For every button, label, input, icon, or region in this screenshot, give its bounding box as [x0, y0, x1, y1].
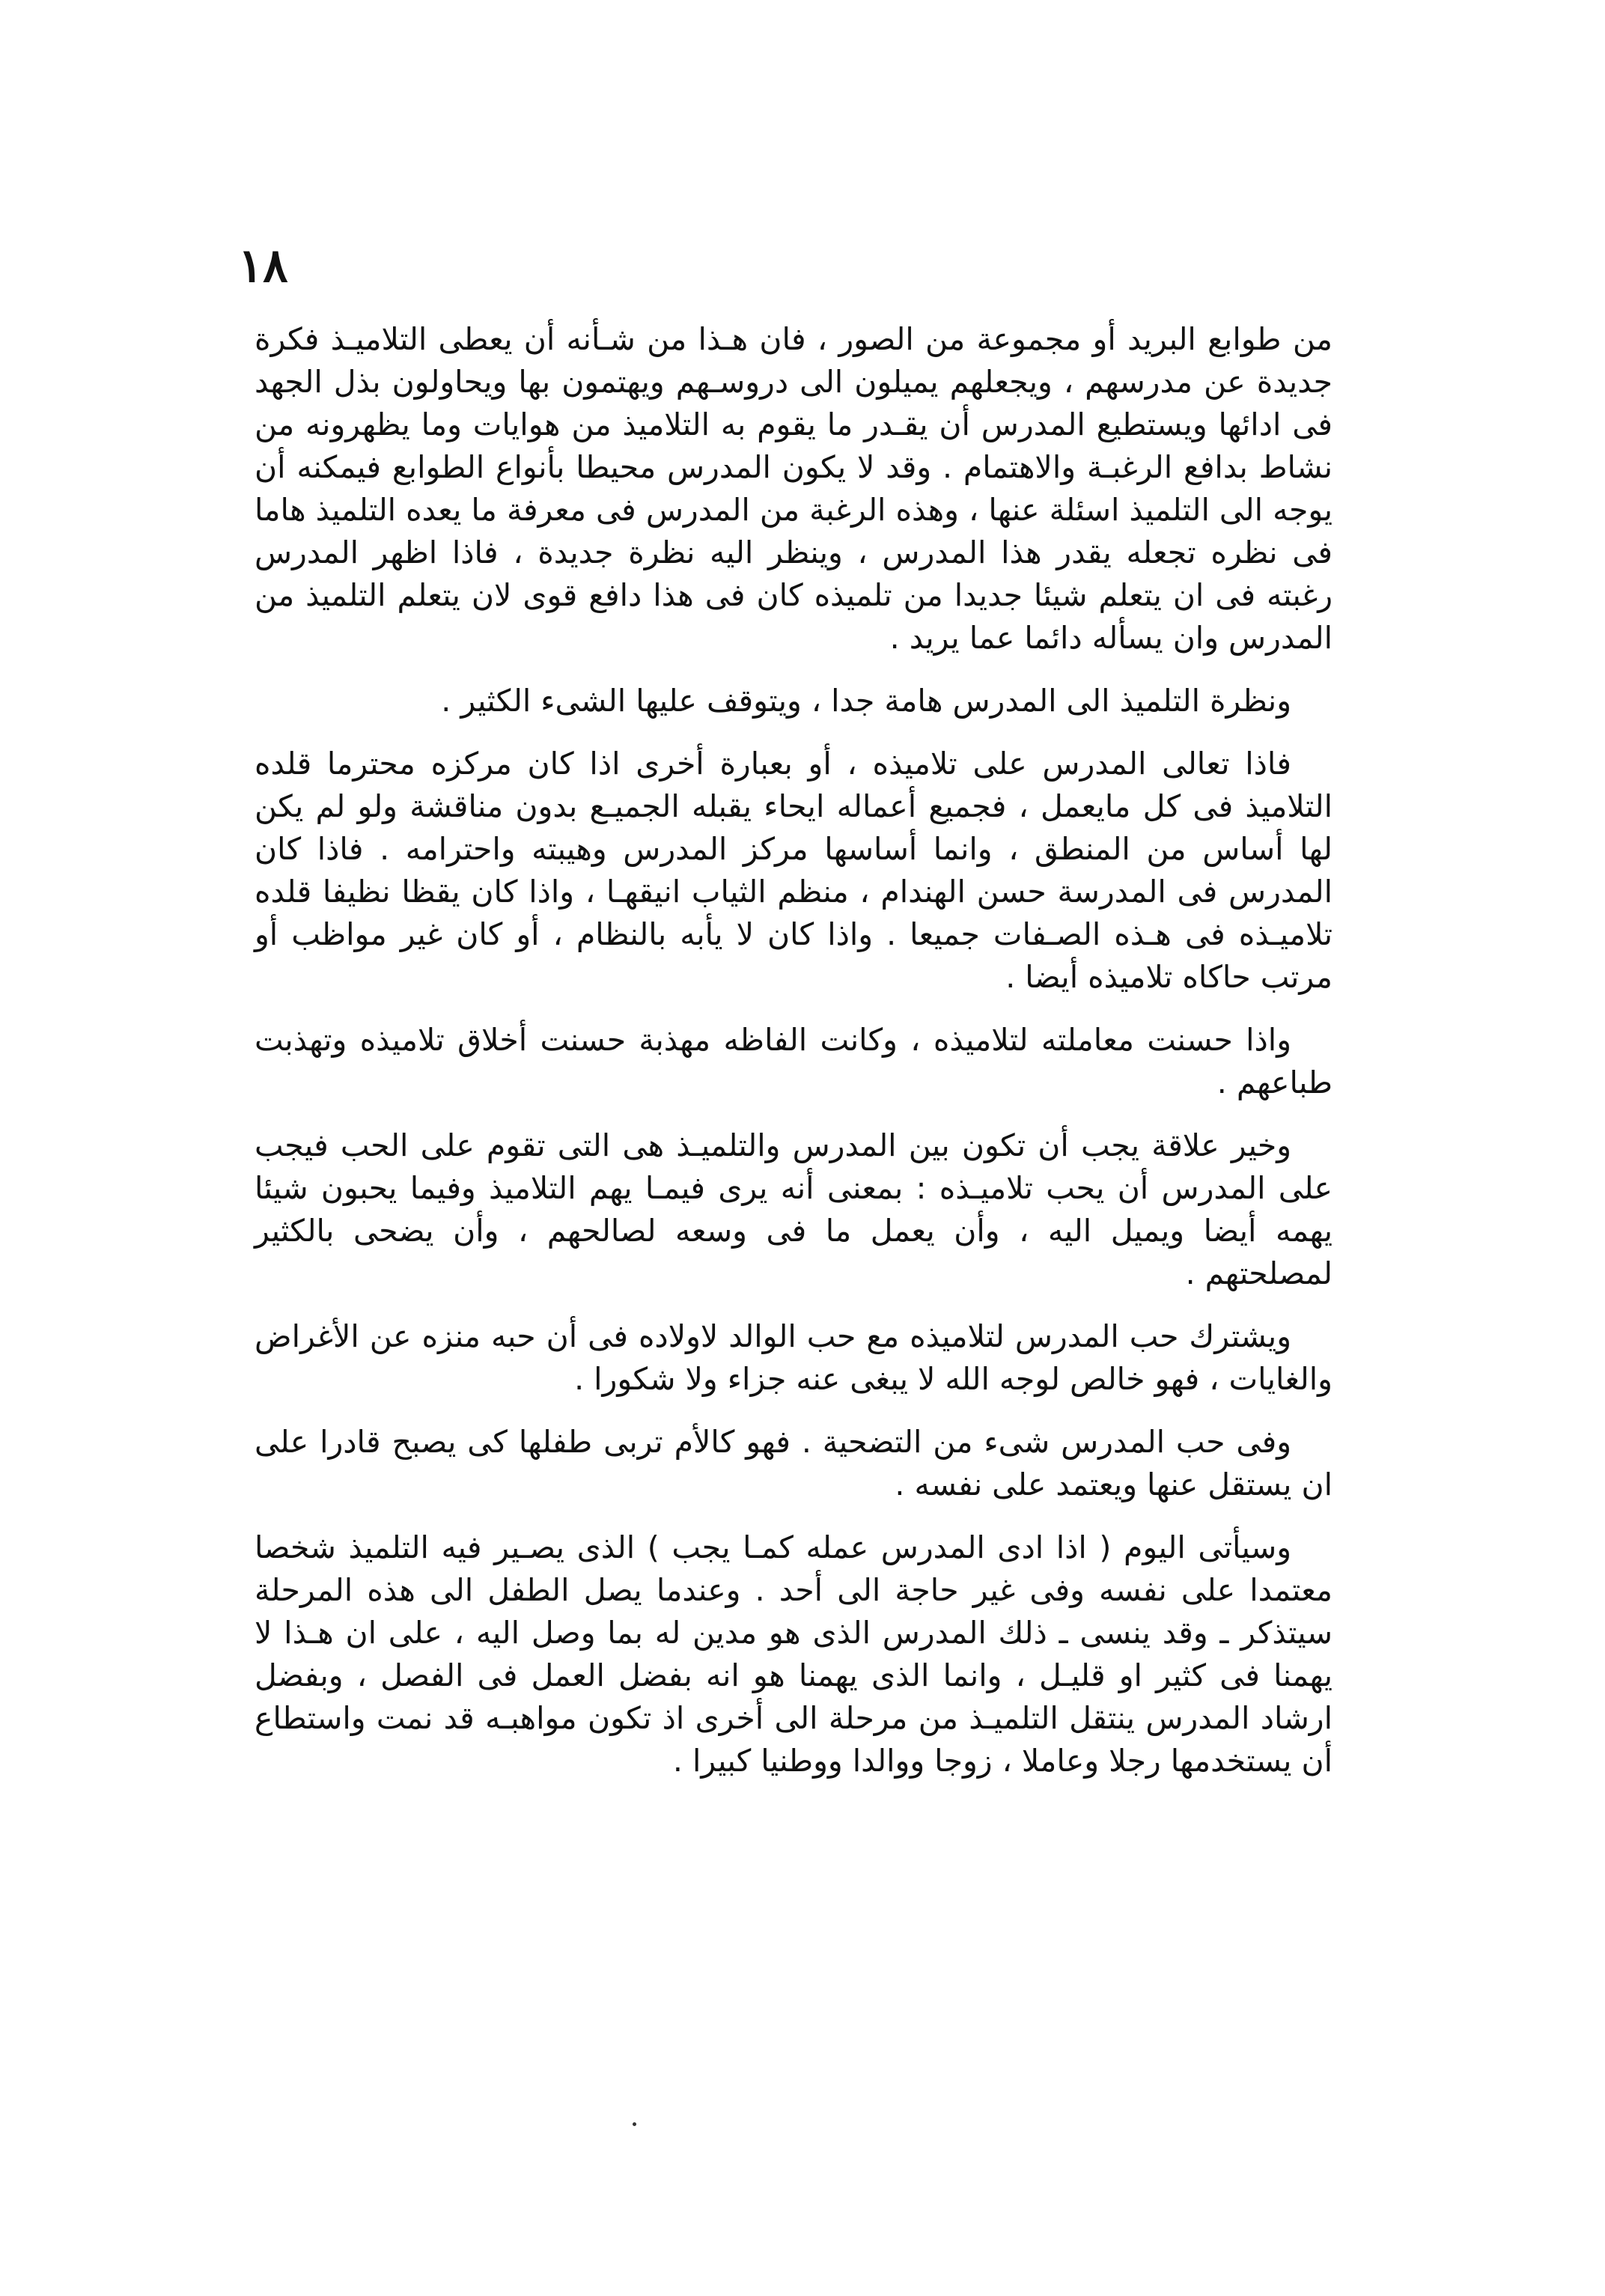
ink-dot	[633, 2122, 636, 2126]
paragraph-1: من طوابع البريد أو مجموعة من الصور ، فان هـذا من شـأنه أن يعطى التلاميـذ فكرة جديدة عن مدرسهم ، ويجعلهم يميلون الى دروسـهم ويهتمون بها ويحاولون بذل الجهد فى ادائها ويستطيع المدرس أن يقـدر ما يقوم به التلاميذ من هوايات وما يظهرونه من نشاط بدافع الرغبـة والاهتمام . وقد لا يكون المدرس محيطا بأنواع الطوابع فيمكنه أن يوجه الى التلميذ اسئلة عنها ، وهذه الرغبة من المدرس فى معرفة ما يعده التلميذ هاما فى نظره تجعله يقدر هذا المدرس ، وينظر اليه نظرة جديدة ، فاذا اظهر المدرس رغبته فى ان يتعلم شيئا جديدا من تلميذه كان فى هذا دافع قوى لان يتعلم التلميذ من المدرس وان يسأله دائما عما يريد .	[255, 321, 1333, 656]
paragraph-7: وفى حب المدرس شىء من التضحية . فهو كالأم تربى طفلها كى يصبح قادرا على ان يستقل عنها ويعتمد على نفسه .	[255, 1424, 1333, 1502]
paragraph-3: فاذا تعالى المدرس على تلاميذه ، أو بعبارة أخرى اذا كان مركزه محترما قلده التلاميذ فى كل مايعمل ، فجميع أعماله ايحاء يقبله الجميـع بدون مناقشة ولو لم يكن لها أساس من المنطق ، وانما أساسها مركز المدرس وهيبته واحترامه . فاذا كان المدرس فى المدرسة حسن الهندام ، منظم الثياب انيقهـا ، واذا كان يقظا نظيفا قلده تلاميـذه فى هـذه الصـفات جميعا . واذا كان لا يأبه بالنظام ، أو كان غير مواظب أو مرتب حاكاه تلاميذه أيضا .	[255, 746, 1333, 995]
paragraph-2: ونظرة التلميذ الى المدرس هامة جدا ، ويتوقف عليها الشىء الكثير .	[441, 683, 1291, 719]
paragraph-4: واذا حسنت معاملته لتلاميذه ، وكانت الفاظه مهذبة حسنت أخلاق تلاميذه وتهذبت طباعهم .	[255, 1022, 1333, 1100]
paragraph-5: وخير علاقة يجب أن تكون بين المدرس والتلميـذ هى التى تقوم على الحب فيجب على المدرس أن يحب تلاميـذه : بمعنى أنه يرى فيمـا يهم التلاميذ وفيما يحبون شيئا يهمه أيضا ويميل اليه ، وأن يعمل ما فى وسعه لصالحهم ، وأن يضحى بالكثير لمصلحتهم .	[255, 1127, 1333, 1291]
paragraph-8: وسيأتى اليوم ( اذا ادى المدرس عمله كمـا يجب ) الذى يصـير فيه التلميذ شخصا معتمدا على نفسه وفى غير حاجة الى أحد . وعندما يصل الطفل الى هذه المرحلة سيتذكر ـ وقد ينسى ـ ذلك المدرس الذى هو مدين له بما وصل اليه ، على ان هـذا لا يهمنا فى كثير او قليـل ، وانما الذى يهمنا هو انه بفضل العمل فى الفصل ، وبفضل ارشاد المدرس ينتقل التلميـذ من مرحلة الى أخرى اذ تكون مواهبـه قد نمت واستطاع أن يستخدمها رجلا وعاملا ، زوجا ووالدا ووطنيا كبيرا .	[255, 1529, 1333, 1779]
paragraph-6: ويشترك حب المدرس لتلاميذه مع حب الوالد لاولاده فى أن حبه منزه عن الأغراض والغايات ، فهو خالص لوجه الله لا يبغى عنه جزاء ولا شكورا .	[255, 1318, 1333, 1397]
page-number: ١٨	[238, 238, 288, 293]
body-text	[255, 318, 1333, 1803]
